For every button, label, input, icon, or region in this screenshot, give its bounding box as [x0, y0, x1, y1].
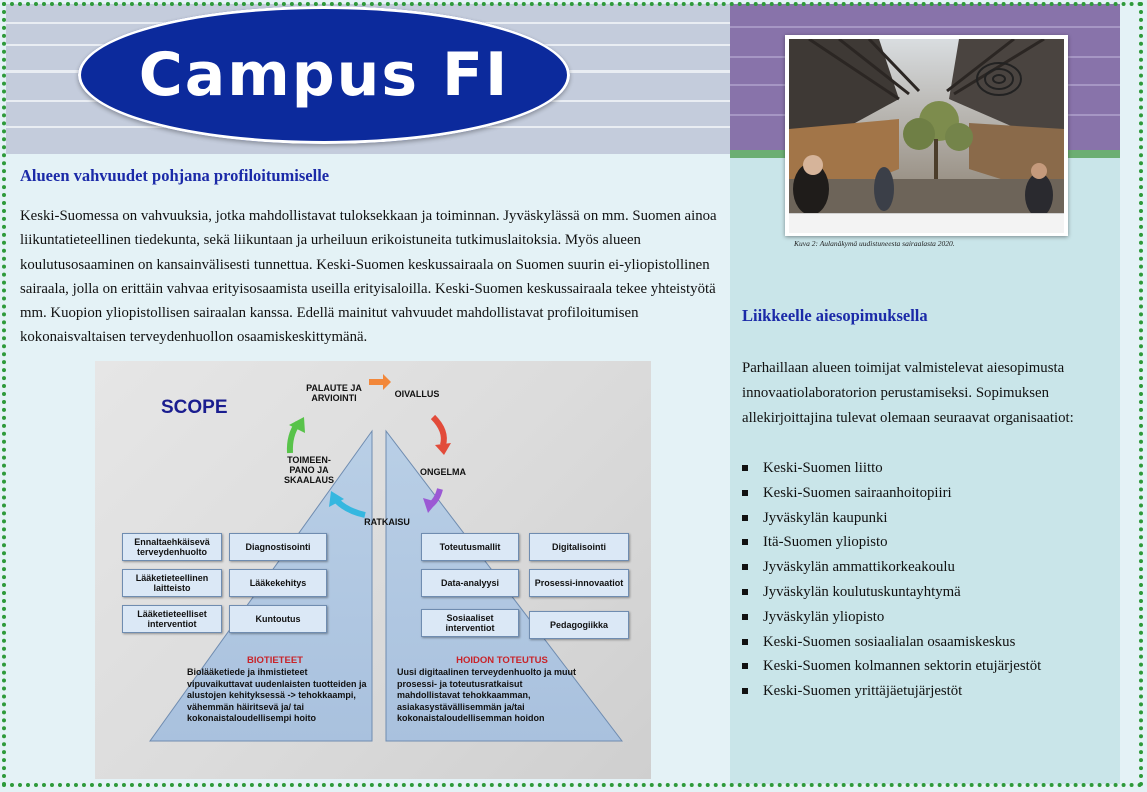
- box-laaketieteellinen-laitteisto: Lääketieteellinen laitteisto: [122, 569, 222, 597]
- campus-logo: [78, 6, 570, 144]
- box-digitalisointi: Digitalisointi: [529, 533, 629, 561]
- bullet-icon: [742, 564, 748, 570]
- cycle-label-toimeenpano: TOIMEEN-PANO JA SKAALAUS: [283, 455, 334, 485]
- bullet-icon: [742, 663, 748, 669]
- image-footer-strip: [789, 213, 1064, 233]
- bullet-icon: [742, 639, 748, 645]
- hospital-lobby-image: [789, 39, 1064, 213]
- list-item: Keski-Suomen yrittäjäetujärjestöt: [742, 679, 1041, 704]
- cycle-label-palaute: PALAUTE JA ARVIOINTI: [306, 383, 362, 403]
- cycle-label-ratkaisu: RATKAISU: [364, 517, 410, 527]
- box-toteutusmallit: Toteutusmallit: [421, 533, 519, 561]
- cycle-label-ongelma: ONGELMA: [420, 467, 466, 477]
- section-heading-agreement: Liikkeelle aiesopimuksella: [742, 306, 928, 325]
- organization-list: [742, 456, 1041, 704]
- photo-caption: Kuva 2: Aulanäkymä uudistuneesta sairaalasta 2020.: [794, 239, 955, 248]
- biotieteet-text: Biolääketiede ja ihmistieteet vipuvaikuttavat uudenlaisten tuotteiden ja alustojen kehityksessä -> tehokkaampi, vähemmän häiritsevä ja/ tai kokonaistaloudellisempi hoito: [187, 667, 367, 724]
- agreement-paragraph: Parhaillaan alueen toimijat valmistelevat aiesopimusta innovaatiolaboratorion perustamiseksi. Sopimuksen allekirjoittajina tulevat olemaan seuraavat organisaatiot:: [742, 360, 1074, 426]
- list-item: Itä-Suomen yliopisto: [742, 530, 1041, 555]
- box-pedagogiikka: Pedagogiikka: [529, 611, 629, 639]
- box-ennaltaehkaiseva: Ennaltaehkäisevä terveydenhuolto: [122, 533, 222, 561]
- hoidon-toteutus-heading: HOIDON TOTEUTUS: [456, 655, 548, 666]
- bullet-icon: [742, 614, 748, 620]
- box-prosessi-innovaatiot: Prosessi-innovaatiot: [529, 569, 629, 597]
- biotieteet-heading: BIOTIETEET: [247, 655, 303, 666]
- list-item: Keski-Suomen kolmannen sektorin etujärjestöt: [742, 654, 1041, 679]
- bullet-icon: [742, 515, 748, 521]
- scope-diagram: [95, 361, 651, 779]
- list-item: Jyväskylän koulutuskuntayhtymä: [742, 580, 1041, 605]
- list-item: Keski-Suomen liitto: [742, 456, 1041, 481]
- bullet-icon: [742, 688, 748, 694]
- logo-text: Campus FI: [138, 40, 510, 110]
- box-data-analyysi: Data-analyysi: [421, 569, 519, 597]
- list-item: Jyväskylän kaupunki: [742, 506, 1041, 531]
- section-heading-strengths: Alueen vahvuudet pohjana profiloitumiselle: [20, 166, 330, 185]
- box-laaketieteelliset-interventiot: Lääketieteelliset interventiot: [122, 605, 222, 633]
- box-sosiaaliset-interventiot: Sosiaaliset interventiot: [421, 609, 519, 637]
- bullet-icon: [742, 465, 748, 471]
- list-item: Keski-Suomen sosiaalialan osaamiskeskus: [742, 630, 1041, 655]
- hospital-photo: [785, 35, 1068, 236]
- box-diagnostisointi: Diagnostisointi: [229, 533, 327, 561]
- box-kuntoutus: Kuntoutus: [229, 605, 327, 633]
- box-laakekehitys: Lääkekehitys: [229, 569, 327, 597]
- arrow-right-icon: [369, 374, 391, 390]
- list-item: Jyväskylän yliopisto: [742, 605, 1041, 630]
- bullet-icon: [742, 490, 748, 496]
- hoidon-toteutus-text: Uusi digitaalinen terveydenhuolto ja muut prosessi- ja toteutusratkaisut mahdollistavat tehokkaamman, asiakasystävällisemmän ja/tai kokonaistaloudellisemman hoidon: [397, 667, 577, 724]
- bullet-icon: [742, 539, 748, 545]
- list-item: Jyväskylän ammattikorkeakoulu: [742, 555, 1041, 580]
- list-item: Keski-Suomen sairaanhoitopiiri: [742, 481, 1041, 506]
- strengths-paragraph: Keski-Suomessa on vahvuuksia, jotka mahdollistavat tuloksekkaan ja toiminnan. Jyväskylässä on mm. Suomen ainoa liikuntatieteellinen tiedekunta, sekä liikuntaan ja urheiluun erikoistuneita tutkimuslaitoksia. Myös alueen koulutusosaaminen on kansainvälisesti tunnettua. Keski-Suomen keskussairaala on Suomen suurin ei-yliopistollinen sairaala, jolla on erittäin vahvaa erityisosaamista useilla erityisaloilla. Keski-Suomen keskussairaala tekee yhteistyötä mm. Kuopion yliopistollisen sairaalan kanssa. Edellä mainitut vahvuudet mahdollistavat profiloitumisen kokonaisvaltaisen terveydenhuollon osaamiskeskittymänä.: [20, 208, 717, 346]
- scope-title: SCOPE: [161, 397, 228, 418]
- cycle-label-oivallus: OIVALLUS: [394, 389, 440, 399]
- bullet-icon: [742, 589, 748, 595]
- arrow-down-icon: [433, 417, 444, 445]
